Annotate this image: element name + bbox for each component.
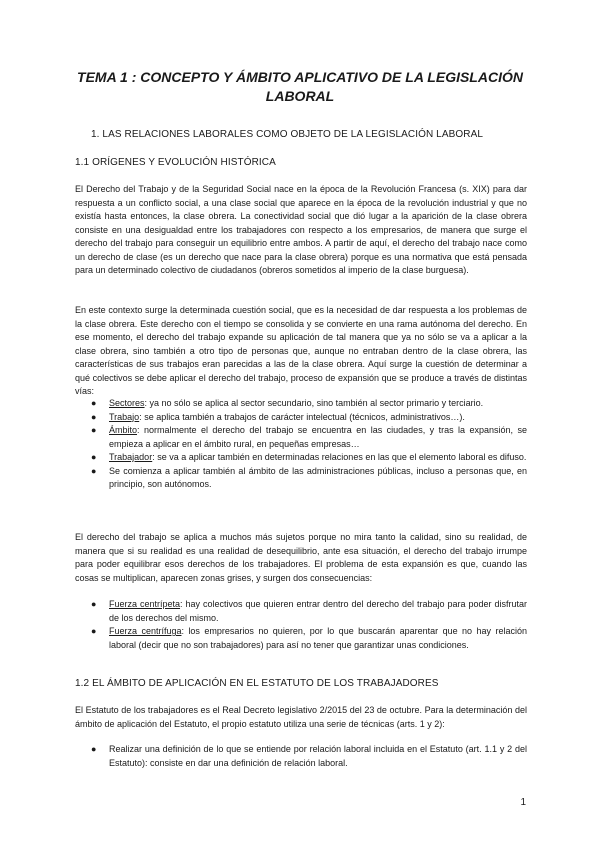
- list-item-term: Ámbito: [109, 425, 138, 435]
- list-item-text: : se va a aplicar también en determinadas relaciones en las que el elemento laboral es difuso.: [152, 452, 527, 462]
- list-item: [75, 411, 527, 425]
- list-item-text: : normalmente el derecho del trabajo se encuentra en las ciudades, y tras la expansión, se empieza a aplicar en el ámbito rural, en pequeñas empresas…: [109, 425, 527, 449]
- bullet-icon: ●: [91, 626, 97, 636]
- bullet-icon: ●: [91, 425, 97, 435]
- paragraph-scope-1: El Estatuto de los trabajadores es el Real Decreto legislativo 2/2015 del 23 de octubre. Para la determinación del ámbito de aplicación del Estatuto, el propio estatuto utiliza una serie de técnicas (arts. 1 y 2):: [75, 705, 527, 729]
- subsection-heading-origins: 1.1 ORÍGENES Y EVOLUCIÓN HISTÓRICA: [75, 157, 276, 168]
- list-item: [75, 465, 527, 492]
- list-item: [75, 451, 527, 465]
- techniques-list: [75, 743, 527, 770]
- list-item-text: Se comienza a aplicar también al ámbito de las administraciones públicas, incluso a personas que, en principio, son autónomos.: [109, 465, 527, 489]
- paragraph-origins-1: El Derecho del Trabajo y de la Seguridad Social nace en la época de la Revolución Francesa (s. XIX) para dar respuesta a un conflicto social, a una clase social que aparece en la época de la revolución industrial y que no existía hasta entonces, la clase obrera. La conectividad social que dió lugar a la aparición de la clase obrera consiste en una desigualdad entre los trabajadores con respecto a los empresarios, de manera que surge el derecho del trabajo para conseguir un equilibrio entre ambos. A partir de aquí, el derecho del trabajo nace como un derecho de clase (es un derecho que nace para la clase obrera) porque es una normativa que está pensada para un determinado colectivo de ciudadanos (obreros sometidos al imperio de la clase burguesa).: [75, 184, 527, 275]
- list-item: [75, 424, 527, 451]
- list-item: [75, 598, 527, 625]
- list-item: [75, 625, 527, 652]
- bullet-icon: ●: [91, 398, 97, 408]
- forces-list: [75, 598, 527, 652]
- list-item-term: Trabajo: [109, 411, 140, 422]
- bullet-icon: ●: [91, 465, 97, 476]
- document-title: TEMA 1 : CONCEPTO Y ÁMBITO APLICATIVO DE LA LEGISLACIÓN LABORAL: [77, 69, 523, 104]
- list-item-term: Fuerza centrífuga: [109, 626, 182, 636]
- subsection-heading-scope: 1.2 EL ÁMBITO DE APLICACIÓN EN EL ESTATUTO DE LOS TRABAJADORES: [75, 678, 439, 689]
- list-item-text: Realizar una definición de lo que se entiende por relación laboral incluida en el Estatuto (art. 1.1 y 2 del Estatuto): consiste en dar una definición de relación laboral.: [109, 744, 527, 768]
- expansion-list: [75, 397, 527, 492]
- list-item-text: : hay colectivos que quieren entrar dentro del derecho del trabajo para poder disfrutar de los derechos del mismo.: [109, 599, 527, 623]
- bullet-icon: ●: [91, 452, 97, 462]
- list-item: [75, 743, 527, 770]
- bullet-icon: ●: [91, 411, 97, 422]
- list-item-text: : ya no sólo se aplica al sector secundario, sino también al sector primario y terciario.: [144, 398, 484, 408]
- list-item-term: Sectores: [109, 398, 145, 408]
- list-item-term: Fuerza centrípeta: [109, 599, 181, 609]
- list-item-text: : se aplica también a trabajos de carácter intelectual (técnicos, administrativos…).: [139, 411, 465, 422]
- bullet-icon: ●: [91, 744, 97, 754]
- paragraph-origins-2: En este contexto surge la determinada cuestión social, que es la necesidad de dar respuesta a los problemas de la clase obrera. Este derecho con el tiempo se consolida y se convierte en una rama autónoma del derecho. En ese momento, el derecho del trabajo expande su aplicación de tal manera que ya no sólo se va a aplicar a la clase obrera, sino también a otro tipo de personas que, aunque no entraban dentro de la clase obrera, las características de sus trabajos eran parecidas a las de la clase obrera. Aquí surge la cuestión de determinar a qué colectivos se debe aplicar el derecho del trabajo, proceso de expansión que se produce a través de distintas vías:: [75, 305, 527, 396]
- bullet-icon: ●: [91, 599, 97, 609]
- list-item-text: : los empresarios no quieren, por lo que buscarán aparentar que no hay relación laboral (decir que no son trabajadores) para así no tener que garantizar unas condiciones.: [109, 626, 527, 650]
- list-item: [75, 397, 527, 411]
- list-item-term: Trabajador: [109, 452, 153, 462]
- page-number: 1: [520, 797, 526, 808]
- section-heading: 1. LAS RELACIONES LABORALES COMO OBJETO DE LA LEGISLACIÓN LABORAL: [91, 129, 484, 140]
- paragraph-origins-3: El derecho del trabajo se aplica a muchos más sujetos porque no mira tanto la calidad, sino su realidad, de manera que si su realidad es una realidad de desequilibrio, ante esa situación, el derecho del trabajo irrumpe para poder equilibrar esos derechos de los trabajadores. El problema de esta expansión es que, cuando las cosas se multiplican, aparecen zonas grises, y surgen dos consecuencias:: [75, 532, 527, 583]
